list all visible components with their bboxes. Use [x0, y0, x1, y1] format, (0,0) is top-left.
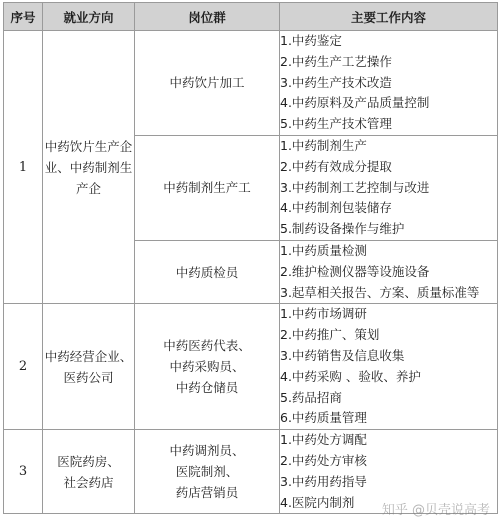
job-line: 药店营销员: [175, 485, 239, 501]
job-line: 中药调剂员、: [169, 443, 245, 459]
task-item: 2.维护检测仪器等设施设备: [280, 263, 430, 279]
task-item: 2.中药有效成分提取: [280, 158, 392, 174]
direction-cell: [43, 304, 135, 430]
job-line: 中药质检员: [175, 264, 239, 280]
task-item: 4.医院内制剂: [280, 494, 355, 510]
task-item: 2.中药处方审核: [280, 452, 367, 468]
task-item: 1.中药市场调研: [280, 306, 367, 322]
direction-line: 医药公司: [63, 369, 114, 385]
task-item: 4.中药原料及产品质量控制: [280, 95, 430, 111]
seq-cell: 2: [4, 304, 43, 430]
header-job-group: 岗位群: [135, 3, 280, 31]
direction-cell: [43, 31, 135, 304]
header-seq: 序号: [4, 3, 43, 31]
direction-line: 业、中药制剂生: [44, 159, 133, 175]
tasks-cell: [280, 240, 498, 303]
tasks-cell: [280, 135, 498, 240]
job-cell: [135, 430, 280, 514]
task-item: 3.中药用药指导: [280, 473, 367, 489]
header-row: [4, 3, 498, 31]
task-item: 5.制药设备操作与维护: [280, 221, 405, 237]
seq-cell: 1: [4, 31, 43, 304]
task-item: 3.中药销售及信息收集: [280, 347, 405, 363]
job-line: 中药制剂生产工: [163, 180, 251, 196]
job-cell: [135, 31, 280, 136]
job-cell: [135, 135, 280, 240]
table-row: [4, 31, 498, 136]
job-cell: [135, 304, 280, 430]
direction-line: 社会药店: [63, 474, 114, 490]
tasks-cell: [280, 31, 498, 136]
direction-line: 产企: [75, 180, 101, 196]
employment-table: [3, 2, 498, 514]
tasks-cell: [280, 304, 498, 430]
job-line: 中药饮片加工: [169, 75, 245, 91]
job-line: 中药医药代表、: [163, 338, 251, 354]
direction-line: 中药饮片生产企: [44, 138, 133, 154]
task-item: 3.中药生产技术改造: [280, 74, 392, 90]
table-row: [4, 304, 498, 430]
watermark: 知乎 @贝壳说高考: [381, 503, 490, 518]
task-item: 3.起草相关报告、方案、质量标准等: [280, 284, 480, 300]
task-item: 2.中药生产工艺操作: [280, 53, 392, 69]
task-item: 1.中药处方调配: [280, 432, 367, 448]
job-line: 中药采购员、: [169, 359, 245, 375]
task-item: 5.药品招商: [280, 389, 342, 405]
job-cell: [135, 240, 280, 303]
task-item: 1.中药制剂生产: [280, 137, 367, 153]
seq-cell: 3: [4, 430, 43, 514]
header-direction: 就业方向: [43, 3, 135, 31]
task-item: 4.中药制剂包装储存: [280, 200, 392, 216]
task-item: 5.中药生产技术管理: [280, 116, 392, 132]
task-item: 6.中药质量管理: [280, 410, 367, 426]
job-line: 中药仓储员: [175, 380, 239, 396]
task-item: 4.中药采购 、验收、养护: [280, 368, 421, 384]
direction-cell: [43, 430, 135, 514]
task-item: 2.中药推广、策划: [280, 327, 380, 343]
task-item: 3.中药制剂工艺控制与改进: [280, 179, 430, 195]
task-item: 1.中药质量检测: [280, 242, 367, 258]
direction-line: 中药经营企业、: [44, 348, 133, 364]
job-line: 医院制剂、: [175, 464, 239, 480]
direction-line: 医院药房、: [57, 453, 120, 469]
header-work-content: 主要工作内容: [280, 3, 498, 31]
task-item: 1.中药鉴定: [280, 33, 342, 48]
